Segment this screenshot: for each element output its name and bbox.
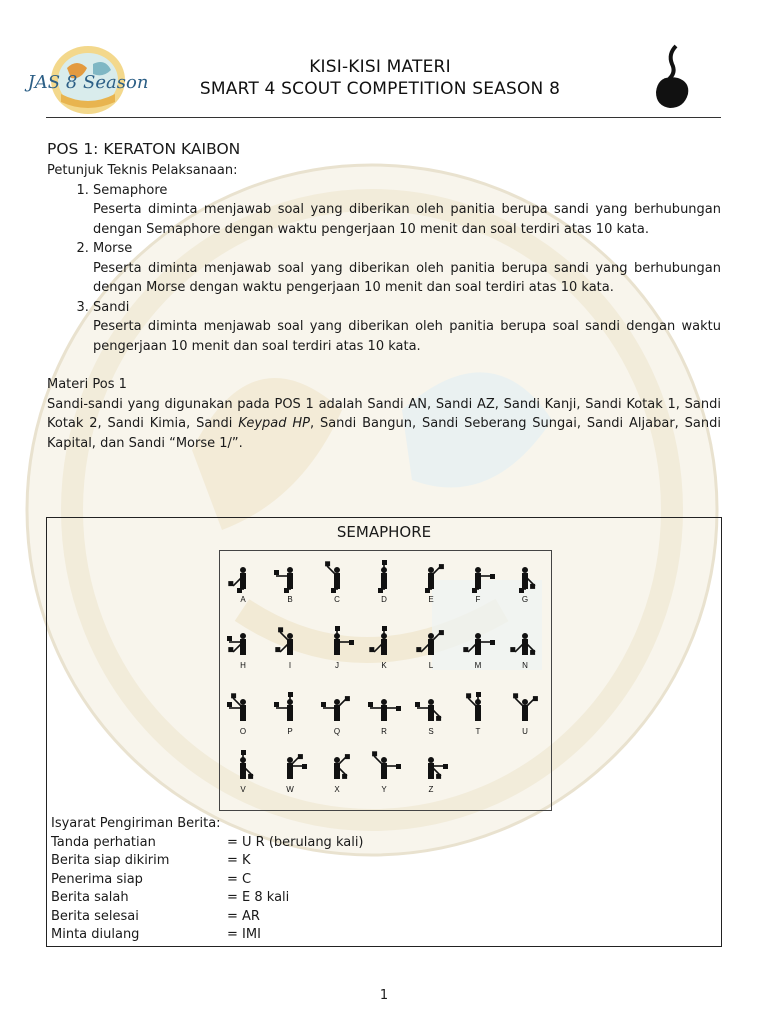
flag-figure-icon — [508, 693, 542, 727]
semaphore-flag-z — [414, 751, 448, 795]
isyarat-row — [51, 852, 711, 871]
semaphore-flag-a — [226, 561, 260, 605]
isyarat-key: Minta diulang — [51, 927, 140, 942]
flag-figure-icon — [414, 561, 448, 595]
flag-figure-icon — [367, 561, 401, 595]
semaphore-letter: B — [287, 595, 293, 604]
semaphore-letter: X — [334, 785, 340, 794]
title-line-1: KISI-KISI MATERI — [309, 57, 451, 77]
semaphore-flag-l — [414, 627, 448, 671]
semaphore-flag-g — [508, 561, 542, 605]
document-title — [140, 56, 620, 100]
isyarat-value: = AR — [227, 908, 260, 924]
semaphore-flag-o — [226, 693, 260, 737]
flag-figure-icon — [226, 561, 260, 595]
semaphore-flag-f — [461, 561, 495, 605]
isyarat-value: = E 8 kali — [227, 890, 290, 905]
semaphore-letter: I — [288, 661, 292, 670]
flag-figure-icon — [320, 561, 354, 595]
logo-text: JAS 8 Season — [27, 72, 149, 93]
step-title: 3. Sandi — [93, 299, 130, 315]
semaphore-flag-y — [367, 751, 401, 795]
semaphore-flag-n — [508, 627, 542, 671]
semaphore-letter: R — [381, 727, 387, 736]
title-line-2: SMART 4 SCOUT COMPETITION SEASON 8 — [199, 79, 561, 99]
header-divider — [46, 117, 721, 118]
step-body: Peserta diminta menjawab soal yang diberikan oleh panitia berupa sandi yang berhubungan dengan Semaphore dengan waktu pengerjaan 10 menit dan soal terdiri atas 10 kata. — [93, 202, 721, 237]
semaphore-flag-s — [414, 693, 448, 737]
step-title: 1. Semaphore — [93, 182, 168, 198]
semaphore-flag-k — [367, 627, 401, 671]
isyarat-row — [51, 871, 711, 890]
isyarat-value: = IMI — [227, 927, 261, 942]
step-body: Peserta diminta menjawab soal yang diberikan oleh panitia berupa sandi yang berhubungan dengan Morse dengan waktu pengerjaan 10 menit dan soal terdiri atas 10 kata. — [93, 260, 721, 295]
flag-figure-icon — [273, 561, 307, 595]
semaphore-flag-d — [367, 561, 401, 605]
semaphore-letter: F — [475, 595, 481, 604]
semaphore-flag-i — [273, 627, 307, 671]
isyarat-key: Berita selesai — [51, 908, 139, 924]
flag-figure-icon — [320, 693, 354, 727]
semaphore-letter: N — [522, 661, 528, 670]
semaphore-flag-x — [320, 751, 354, 795]
flag-figure-icon — [461, 693, 495, 727]
isyarat-value: = K — [227, 853, 251, 868]
flag-figure-icon — [226, 751, 260, 785]
semaphore-letter: Z — [428, 785, 434, 794]
semaphore-flag-w — [273, 751, 307, 795]
semaphore-letter: M — [474, 661, 482, 670]
scout-flame-icon — [650, 44, 692, 112]
materi-text: Sandi-sandi yang digunakan pada POS 1 adalah Sandi AN, Sandi AZ, Sandi Kanji, Sandi Kotak 1, Sandi Kotak 2, Sandi Kimia, Sandi — [47, 396, 721, 431]
materi-label: Materi Pos 1 — [47, 377, 127, 392]
isyarat-row — [51, 908, 711, 927]
flag-figure-icon — [367, 751, 401, 785]
semaphore-flag-v — [226, 751, 260, 795]
semaphore-flag-p — [273, 693, 307, 737]
flag-figure-icon — [226, 627, 260, 661]
semaphore-title: SEMAPHORE — [336, 523, 432, 541]
petunjuk-label: Petunjuk Teknis Pelaksanaan: — [47, 163, 238, 178]
semaphore-letter: K — [381, 661, 387, 670]
pos-section — [47, 139, 721, 453]
flag-figure-icon — [461, 561, 495, 595]
semaphore-flag-u — [508, 693, 542, 737]
isyarat-label: Isyarat Pengiriman Berita: — [51, 816, 221, 831]
step-title: 2. Morse — [93, 241, 133, 256]
semaphore-letter: L — [428, 661, 434, 670]
semaphore-flag-m — [461, 627, 495, 671]
semaphore-letter: S — [428, 727, 434, 736]
semaphore-letter: W — [286, 785, 294, 794]
flag-figure-icon — [273, 693, 307, 727]
semaphore-chart — [219, 550, 552, 811]
flag-figure-icon — [414, 693, 448, 727]
materi-paragraph — [47, 395, 721, 454]
semaphore-flag-r — [367, 693, 401, 737]
semaphore-letter: V — [240, 785, 246, 794]
semaphore-letter: Q — [333, 727, 341, 736]
semaphore-letter: P — [287, 727, 293, 736]
semaphore-letter: Y — [381, 785, 387, 794]
isyarat-key: Berita siap dikirim — [51, 853, 170, 868]
semaphore-letter: E — [428, 595, 434, 604]
semaphore-letter: O — [239, 727, 247, 736]
flag-figure-icon — [320, 627, 354, 661]
steps-list — [47, 181, 721, 357]
flag-figure-icon — [461, 627, 495, 661]
flag-figure-icon — [414, 627, 448, 661]
semaphore-flag-h — [226, 627, 260, 671]
flag-figure-icon — [367, 627, 401, 661]
semaphore-flag-t — [461, 693, 495, 737]
semaphore-box — [46, 517, 722, 947]
semaphore-flag-c — [320, 561, 354, 605]
isyarat-value: = U R (berulang kali) — [227, 834, 364, 850]
step-item — [93, 239, 721, 298]
flag-figure-icon — [226, 693, 260, 727]
isyarat-value: = C — [227, 871, 252, 887]
flag-figure-icon — [273, 627, 307, 661]
semaphore-letter: A — [240, 595, 246, 604]
semaphore-letter: D — [381, 595, 387, 604]
jas-season-logo — [27, 44, 149, 116]
semaphore-flag-j — [320, 627, 354, 671]
semaphore-flag-b — [273, 561, 307, 605]
flag-figure-icon — [414, 751, 448, 785]
flag-figure-icon — [508, 627, 542, 661]
isyarat-key: Penerima siap — [51, 871, 143, 887]
isyarat-row — [51, 926, 711, 945]
pos-heading: POS 1: KERATON KAIBON — [47, 140, 241, 158]
flag-figure-icon — [320, 751, 354, 785]
step-body: Peserta diminta menjawab soal yang diberikan oleh panitia berupa soal sandi dengan waktu pengerjaan 10 menit dan soal terdiri atas 10 kata. — [93, 319, 721, 354]
isyarat-key: Tanda perhatian — [51, 834, 156, 850]
semaphore-letter: T — [475, 727, 481, 736]
semaphore-letter: G — [521, 595, 529, 604]
semaphore-flag-q — [320, 693, 354, 737]
semaphore-flag-e — [414, 561, 448, 605]
step-item — [93, 298, 721, 357]
materi-text-italic: Keypad HP — [238, 416, 310, 431]
step-item — [93, 181, 721, 240]
isyarat-list — [51, 815, 711, 945]
flag-figure-icon — [367, 693, 401, 727]
flag-figure-icon — [273, 751, 307, 785]
semaphore-letter: C — [334, 595, 340, 604]
semaphore-letter: H — [240, 661, 246, 670]
semaphore-letter: U — [522, 727, 528, 736]
semaphore-letter: J — [335, 661, 339, 670]
materi-text: , Sandi Bangun, Sandi Seberang Sungai, Sandi Aljabar, Sandi Kapital, dan Sandi “Morse 1/”. — [47, 416, 721, 451]
isyarat-key: Berita salah — [51, 890, 129, 905]
isyarat-row — [51, 834, 711, 853]
isyarat-row — [51, 889, 711, 908]
page-number: 1 — [379, 988, 389, 1003]
flag-figure-icon — [508, 561, 542, 595]
